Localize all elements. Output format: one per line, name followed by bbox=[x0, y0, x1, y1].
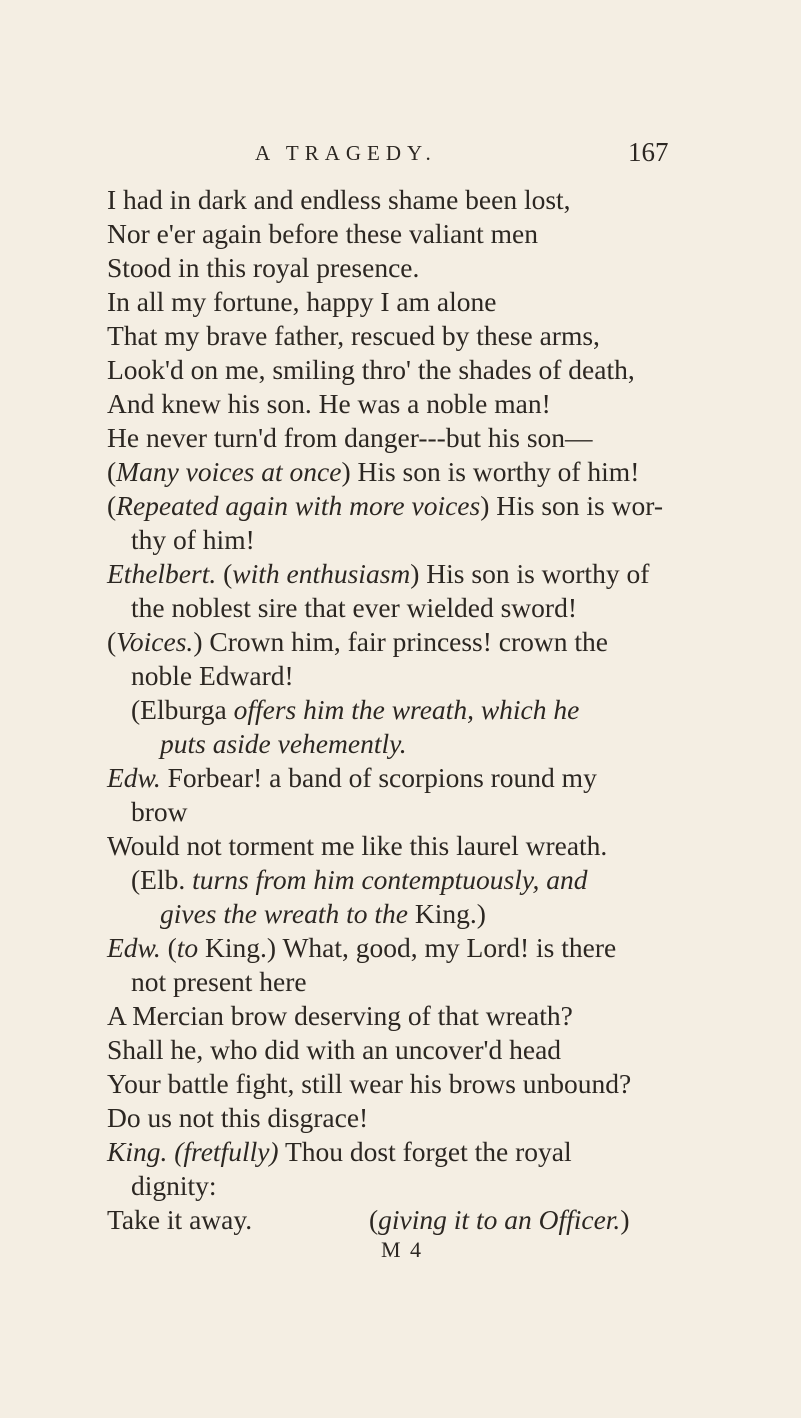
text-line: Would not torment me like this laurel wreath. bbox=[107, 830, 608, 861]
speaker-line: Edw. Forbear! a band of scorpions round my bbox=[107, 762, 597, 793]
text-line: Do us not this disgrace! bbox=[107, 1102, 369, 1133]
speaker-name: Edw. bbox=[107, 762, 168, 793]
text-line: Your battle fight, still wear his brows unbound? bbox=[107, 1068, 632, 1099]
text-line: I had in dark and endless shame been lost, bbox=[107, 184, 571, 215]
speaker-line: Edw. (to King.) What, good, my Lord! is there bbox=[107, 932, 617, 963]
text-line: A Mercian brow deserving of that wreath? bbox=[107, 1000, 573, 1031]
text-line: That my brave father, rescued by these arms, bbox=[107, 320, 600, 351]
text-line: Look'd on me, smiling thro' the shades of death, bbox=[107, 354, 635, 385]
stage-direction-line: (Many voices at once) His son is worthy of him! bbox=[107, 456, 640, 487]
text-line: the noblest sire that ever wielded sword! bbox=[131, 592, 577, 623]
speaker-line: Ethelbert. (with enthusiasm) His son is worthy of bbox=[107, 558, 650, 589]
text-line: not present here bbox=[131, 966, 307, 997]
text-line: dignity: bbox=[131, 1170, 217, 1201]
running-title: A TRAGEDY. bbox=[255, 141, 437, 165]
text-line: In all my fortune, happy I am alone bbox=[107, 286, 497, 317]
stage-direction-line: (Repeated again with more voices) His son is wor- bbox=[107, 490, 663, 521]
text-line: And knew his son. He was a noble man! bbox=[107, 388, 551, 419]
text-line: Stood in this royal presence. bbox=[107, 252, 420, 283]
text-line: Shall he, who did with an uncover'd head bbox=[107, 1034, 562, 1065]
page-header bbox=[0, 137, 801, 177]
speaker-line: King. (fretfully) Thou dost forget the royal bbox=[107, 1136, 572, 1167]
speaker-name: Ethelbert. bbox=[107, 558, 224, 589]
speaker-name: Edw. bbox=[107, 932, 168, 963]
stage-direction-line: Take it away. (giving it to an Officer.) bbox=[107, 1204, 630, 1235]
stage-direction-line: gives the wreath to the King.) bbox=[160, 898, 486, 929]
signature-mark: M 4 bbox=[381, 1237, 424, 1262]
text-line: Nor e'er again before these valiant men bbox=[107, 218, 539, 249]
text-line: thy of him! bbox=[131, 524, 255, 555]
text-line: brow bbox=[131, 796, 188, 827]
stage-direction-line: puts aside vehemently. bbox=[160, 728, 407, 759]
page-number: 167 bbox=[628, 137, 669, 167]
text-line: He never turn'd from danger---but his son— bbox=[107, 422, 593, 453]
text-line: noble Edward! bbox=[131, 660, 294, 691]
speaker-name: King. (fretfully) bbox=[107, 1136, 279, 1167]
stage-direction-line: (Elburga offers him the wreath, which he bbox=[131, 694, 580, 725]
stage-direction-line: (Elb. turns from him contemptuously, and bbox=[131, 864, 588, 895]
speaker-line: (Voices.) Crown him, fair princess! crown the bbox=[107, 626, 608, 657]
